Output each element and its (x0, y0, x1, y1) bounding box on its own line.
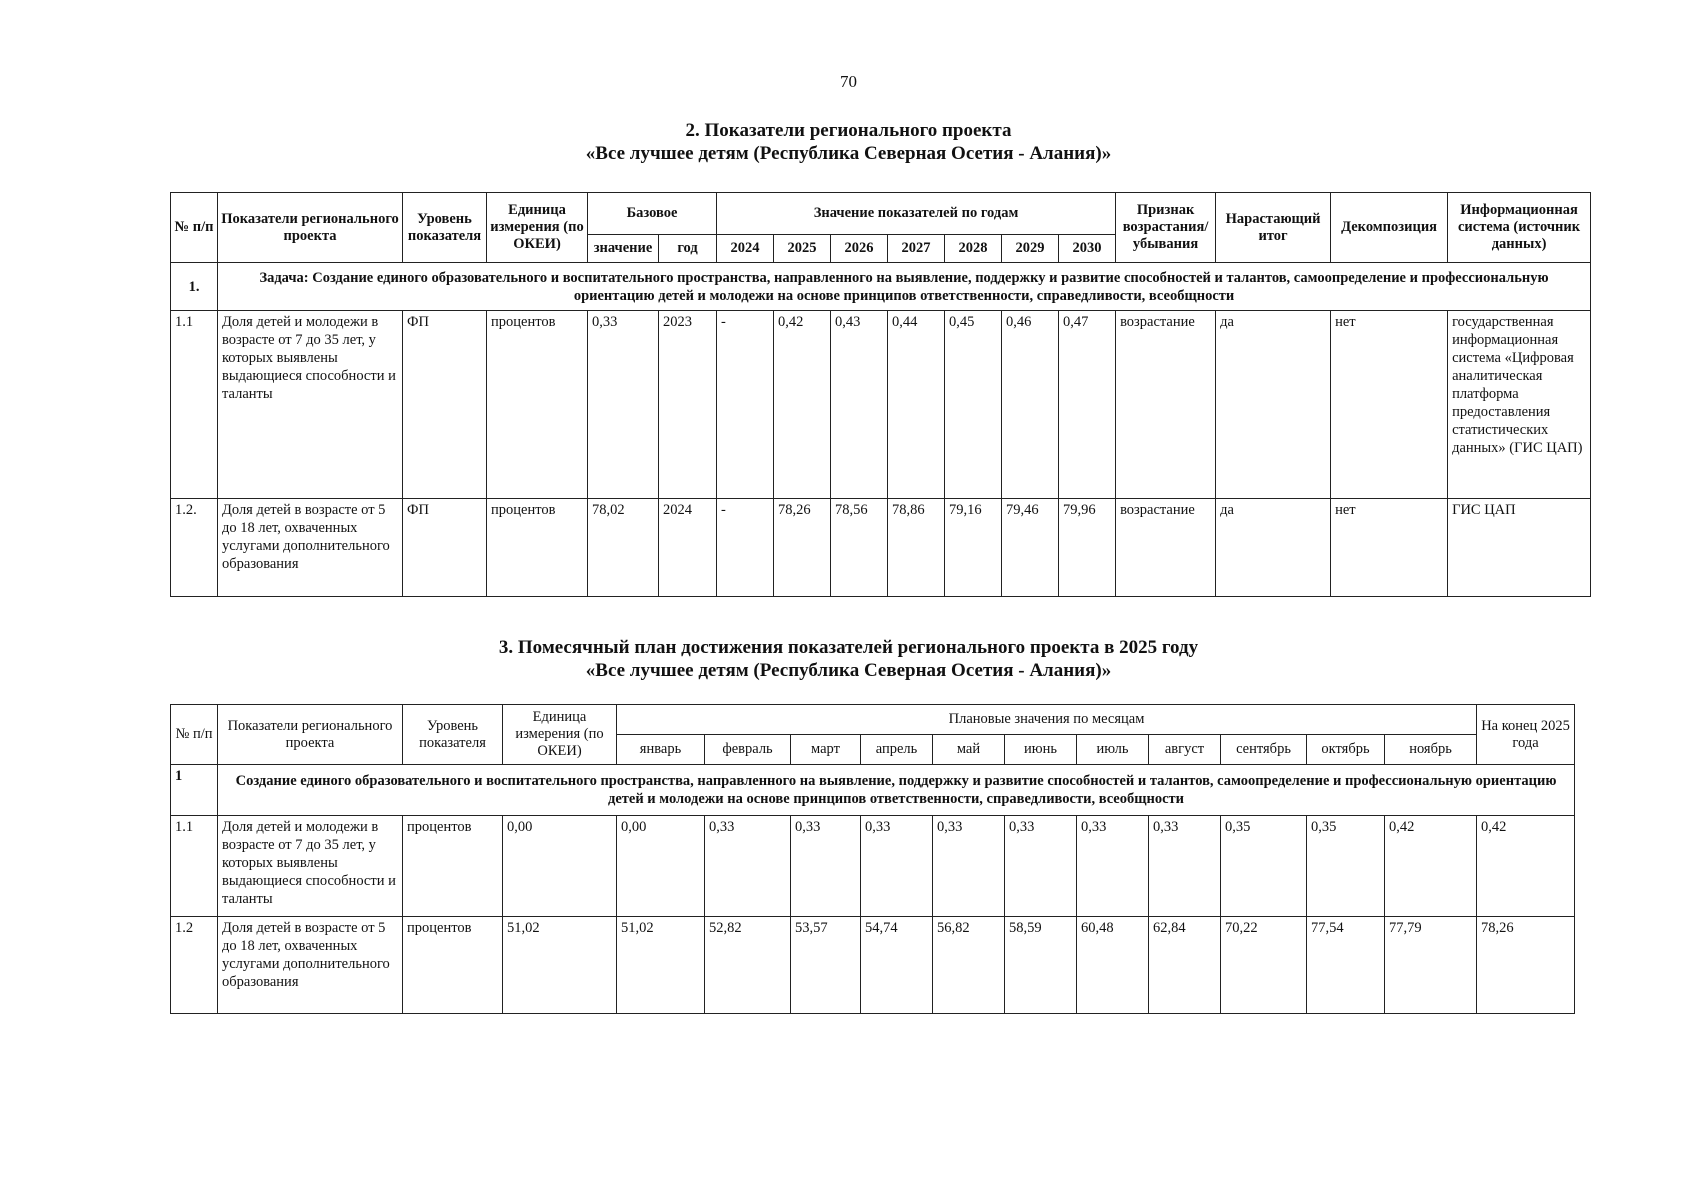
row-month-value: 0,35 (1307, 816, 1385, 917)
row-year-value: 0,45 (945, 311, 1002, 499)
row-year-end: 0,42 (1477, 816, 1575, 917)
row-month-value: 58,59 (1005, 917, 1077, 1014)
row-year-end: 78,26 (1477, 917, 1575, 1014)
row-num: 1.1 (171, 816, 218, 917)
row-year-value: 0,46 (1002, 311, 1059, 499)
page-number: 70 (840, 72, 857, 91)
section3-title-line1: 3. Помесячный план достижения показателей регионального проекта в 2025 году (498, 637, 1199, 658)
col-month-header: ноябрь (1385, 735, 1477, 765)
row-month-value: 77,54 (1307, 917, 1385, 1014)
row-year-value: 78,86 (888, 499, 945, 597)
row-year-value: 0,43 (831, 311, 888, 499)
col-indicator-header: Показатели регионального проекта (218, 193, 403, 263)
row-num: 1.2 (171, 917, 218, 1014)
col-trend-header: Признак возрастания/ убывания (1116, 193, 1216, 263)
row-info-system: государственная информационная система «Цифровая аналитическая платформа предоставления статистических данных» (ГИС ЦАП) (1448, 311, 1591, 499)
col-indicator-header: Показатели регионального проекта (218, 705, 403, 765)
row-year-value: 78,56 (831, 499, 888, 597)
col-base-year-header: год (659, 235, 717, 263)
col-month-header: июнь (1005, 735, 1077, 765)
col-num-header: № п/п (171, 705, 218, 765)
row-level: процентов (403, 917, 503, 1014)
row-level: ФП (403, 311, 487, 499)
col-year-header: 2029 (1002, 235, 1059, 263)
col-month-header: октябрь (1307, 735, 1385, 765)
row-cumulative: да (1216, 499, 1331, 597)
task-num: 1. (171, 263, 218, 311)
row-base-value: 0,33 (588, 311, 659, 499)
row-month-value: 62,84 (1149, 917, 1221, 1014)
row-indicator: Доля детей и молодежи в возрасте от 7 до 35 лет, у которых выявлены выдающиеся способности и таланты (218, 311, 403, 499)
row-info-system: ГИС ЦАП (1448, 499, 1591, 597)
col-year-header: 2024 (717, 235, 774, 263)
row-year-value: 0,44 (888, 311, 945, 499)
table-row (171, 311, 1591, 499)
row-indicator: Доля детей в возрасте от 5 до 18 лет, охваченных услугами дополнительного образования (218, 499, 403, 597)
row-base-year: 2024 (659, 499, 717, 597)
task-text: Задача: Создание единого образовательного и воспитательного пространства, направленного на выявление, поддержку и развитие способностей и талантов, самоопределение и профессиональную ориентацию детей и молодежи на основе принципов ответственности, справедливости, всеобщности (218, 263, 1591, 311)
row-month-value: 77,79 (1385, 917, 1477, 1014)
col-month-header: август (1149, 735, 1221, 765)
row-cumulative: да (1216, 311, 1331, 499)
row-year-value: 0,47 (1059, 311, 1116, 499)
col-info-system-header: Информационная система (источник данных) (1448, 193, 1591, 263)
col-unit-header: Единица измерения (по ОКЕИ) (503, 705, 617, 765)
row-decomposition: нет (1331, 311, 1448, 499)
row-trend: возрастание (1116, 499, 1216, 597)
section2-title-line2: «Все лучшее детям (Республика Северная Осетия - Алания)» (585, 143, 1112, 164)
row-year-value: 79,96 (1059, 499, 1116, 597)
col-month-header: июль (1077, 735, 1149, 765)
section3-title-line2: «Все лучшее детям (Республика Северная Осетия - Алания)» (585, 660, 1112, 681)
row-base-value: 78,02 (588, 499, 659, 597)
col-decomposition-header: Декомпозиция (1331, 193, 1448, 263)
section2-title-line1: 2. Показатели регионального проекта (685, 120, 1012, 141)
row-month-value: 0,35 (1221, 816, 1307, 917)
col-month-header: январь (617, 735, 705, 765)
col-base-value-header: значение (588, 235, 659, 263)
col-values-by-year-header: Значение показателей по годам (717, 193, 1116, 235)
table-row (171, 917, 1575, 1014)
row-year-value: 78,26 (774, 499, 831, 597)
col-year-header: 2025 (774, 235, 831, 263)
row-month-value: 0,00 (617, 816, 705, 917)
row-month-value: 0,33 (861, 816, 933, 917)
table-row (171, 816, 1575, 917)
row-month-value: 52,82 (705, 917, 791, 1014)
table-header-row (171, 193, 1591, 235)
col-level-header: Уровень показателя (403, 193, 487, 263)
task-text: Создание единого образовательного и воспитательного пространства, направленного на выявление, поддержку и развитие способностей и талантов, самоопределение и профессиональную ориентацию детей и молодежи на основе принципов ответственности, справедливости, всеобщности (218, 765, 1575, 816)
section3-title (0, 636, 1697, 682)
row-indicator: Доля детей и молодежи в возрасте от 7 до 35 лет, у которых выявлены выдающиеся способности и таланты (218, 816, 403, 917)
col-month-header: февраль (705, 735, 791, 765)
row-month-value: 0,33 (1077, 816, 1149, 917)
row-month-value: 56,82 (933, 917, 1005, 1014)
row-month-value: 53,57 (791, 917, 861, 1014)
row-unit: 51,02 (503, 917, 617, 1014)
row-month-value: 0,33 (705, 816, 791, 917)
row-month-value: 54,74 (861, 917, 933, 1014)
row-year-value: - (717, 311, 774, 499)
col-year-header: 2026 (831, 235, 888, 263)
section2-title (0, 119, 1697, 165)
task-num: 1 (171, 765, 218, 816)
col-year-end-header: На конец 2025 года (1477, 705, 1575, 765)
table-row (171, 499, 1591, 597)
row-year-value: 0,42 (774, 311, 831, 499)
row-month-value: 0,33 (1005, 816, 1077, 917)
row-month-value: 0,33 (791, 816, 861, 917)
row-year-value: - (717, 499, 774, 597)
col-month-header: сентябрь (1221, 735, 1307, 765)
col-month-header: март (791, 735, 861, 765)
monthly-plan-table (170, 704, 1575, 1014)
indicators-table (170, 192, 1591, 597)
col-base-header: Базовое (588, 193, 717, 235)
row-year-value: 79,16 (945, 499, 1002, 597)
col-month-header: май (933, 735, 1005, 765)
row-month-value: 0,42 (1385, 816, 1477, 917)
row-num: 1.1 (171, 311, 218, 499)
row-month-value: 51,02 (617, 917, 705, 1014)
col-month-header: апрель (861, 735, 933, 765)
col-year-header: 2027 (888, 235, 945, 263)
row-month-value: 0,33 (1149, 816, 1221, 917)
col-num-header: № п/п (171, 193, 218, 263)
row-decomposition: нет (1331, 499, 1448, 597)
row-year-value: 79,46 (1002, 499, 1059, 597)
row-base-year: 2023 (659, 311, 717, 499)
task-row (171, 765, 1575, 816)
row-month-value: 0,33 (933, 816, 1005, 917)
row-month-value: 60,48 (1077, 917, 1149, 1014)
row-trend: возрастание (1116, 311, 1216, 499)
row-unit: процентов (487, 311, 588, 499)
col-level-header: Уровень показателя (403, 705, 503, 765)
col-year-header: 2028 (945, 235, 1002, 263)
task-row (171, 263, 1591, 311)
row-month-value: 70,22 (1221, 917, 1307, 1014)
row-level: ФП (403, 499, 487, 597)
row-unit: процентов (487, 499, 588, 597)
table-header-row (171, 705, 1575, 735)
col-planned-header: Плановые значения по месяцам (617, 705, 1477, 735)
row-indicator: Доля детей в возрасте от 5 до 18 лет, охваченных услугами дополнительного образования (218, 917, 403, 1014)
col-year-header: 2030 (1059, 235, 1116, 263)
row-level: процентов (403, 816, 503, 917)
col-cumulative-header: Нарастающий итог (1216, 193, 1331, 263)
col-unit-header: Единица измерения (по ОКЕИ) (487, 193, 588, 263)
row-num: 1.2. (171, 499, 218, 597)
row-unit: 0,00 (503, 816, 617, 917)
